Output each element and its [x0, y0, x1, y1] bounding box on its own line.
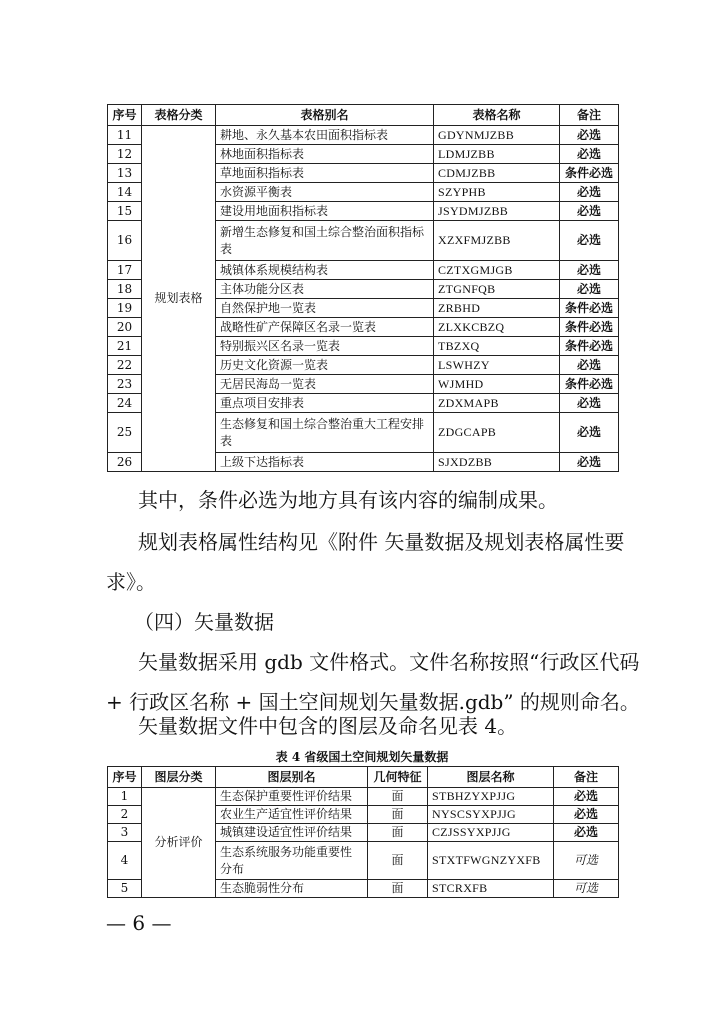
cell-name: GDYNMJZBB	[434, 126, 560, 145]
cell-no: 15	[108, 202, 142, 221]
cell-alias: 建设用地面积指标表	[216, 202, 434, 221]
cell-note: 条件必选	[560, 164, 619, 183]
cell-alias: 林地面积指标表	[216, 145, 434, 164]
cell-alias: 农业生产适宜性评价结果	[216, 806, 368, 824]
cell-no: 2	[108, 806, 142, 824]
cell-alias: 生态系统服务功能重要性分布	[216, 842, 368, 880]
cell-no: 14	[108, 183, 142, 202]
cell-name: LDMJZBB	[434, 145, 560, 164]
cell-alias: 无居民海岛一览表	[216, 375, 434, 394]
paragraph-gdb-line1: 矢量数据采用 gdb 文件格式。文件名称按照“行政区代码	[138, 650, 640, 674]
cell-no: 13	[108, 164, 142, 183]
cell-alias: 历史文化资源一览表	[216, 356, 434, 375]
cell-note: 必选	[560, 413, 619, 453]
cell-no: 11	[108, 126, 142, 145]
paragraph-conditional-note: 其中，条件必选为地方具有该内容的编制成果。	[138, 488, 558, 512]
cell-no: 18	[108, 280, 142, 299]
cell-name: WJMHD	[434, 375, 560, 394]
cell-alias: 新增生态修复和国土综合整治面积指标表	[216, 221, 434, 261]
cell-geometry: 面	[368, 824, 428, 842]
cell-name: SJXDZBB	[434, 453, 560, 472]
cell-no: 19	[108, 299, 142, 318]
cell-note: 必选	[560, 261, 619, 280]
cell-geometry: 面	[368, 806, 428, 824]
cell-name: STBHZYXPJJG	[428, 788, 554, 806]
cell-note: 必选	[560, 183, 619, 202]
cell-note: 必选	[560, 145, 619, 164]
cell-note: 条件必选	[560, 318, 619, 337]
cell-alias: 特别振兴区名录一览表	[216, 337, 434, 356]
cell-no: 12	[108, 145, 142, 164]
cell-note: 必选	[560, 453, 619, 472]
cell-no: 3	[108, 824, 142, 842]
cell-no: 23	[108, 375, 142, 394]
cell-alias: 生态修复和国土综合整治重大工程安排表	[216, 413, 434, 453]
paragraph-layers-ref: 矢量数据文件中包含的图层及命名见表 4。	[138, 714, 518, 738]
cell-no: 4	[108, 842, 142, 880]
paragraph-attribute-ref-line1: 规划表格属性结构见《附件 矢量数据及规划表格属性要	[138, 530, 625, 554]
header-category: 表格分类	[142, 105, 216, 126]
cell-name: CZJSSYXPJJG	[428, 824, 554, 842]
cell-alias: 战略性矿产保障区名录一览表	[216, 318, 434, 337]
cell-no: 1	[108, 788, 142, 806]
cell-name: ZLXKCBZQ	[434, 318, 560, 337]
cell-no: 24	[108, 394, 142, 413]
cell-alias: 重点项目安排表	[216, 394, 434, 413]
cell-alias: 生态脆弱性分布	[216, 880, 368, 898]
section-heading-vector-data: （四）矢量数据	[134, 610, 274, 634]
header-alias: 表格别名	[216, 105, 434, 126]
cell-note: 必选	[554, 788, 619, 806]
cell-note: 必选	[560, 280, 619, 299]
cell-note: 可选	[554, 880, 619, 898]
cell-name: JSYDMJZBB	[434, 202, 560, 221]
cell-alias: 主体功能分区表	[216, 280, 434, 299]
cell-no: 5	[108, 880, 142, 898]
cell-note: 条件必选	[560, 375, 619, 394]
cell-geometry: 面	[368, 880, 428, 898]
cell-category: 分析评价	[142, 788, 216, 898]
cell-name: NYSCSYXPJJG	[428, 806, 554, 824]
cell-name: ZTGNFQB	[434, 280, 560, 299]
cell-note: 必选	[554, 806, 619, 824]
header-geometry: 几何特征	[368, 767, 428, 788]
cell-note: 可选	[554, 842, 619, 880]
cell-category: 规划表格	[142, 126, 216, 472]
paragraph-attribute-ref-line2: 求》。	[106, 570, 156, 594]
cell-name: CDMJZBB	[434, 164, 560, 183]
header-layer-category: 图层分类	[142, 767, 216, 788]
vector-data-table	[107, 766, 619, 898]
cell-name: LSWHZY	[434, 356, 560, 375]
header-no: 序号	[108, 767, 142, 788]
cell-alias: 城镇建设适宜性评价结果	[216, 824, 368, 842]
cell-note: 条件必选	[560, 337, 619, 356]
cell-alias: 草地面积指标表	[216, 164, 434, 183]
cell-no: 21	[108, 337, 142, 356]
cell-no: 17	[108, 261, 142, 280]
header-layer-alias: 图层别名	[216, 767, 368, 788]
cell-note: 必选	[560, 126, 619, 145]
cell-alias: 耕地、永久基本农田面积指标表	[216, 126, 434, 145]
cell-note: 必选	[560, 394, 619, 413]
cell-name: SZYPHB	[434, 183, 560, 202]
header-no: 序号	[108, 105, 142, 126]
paragraph-gdb-line2: + 行政区名称 + 国土空间规划矢量数据.gdb” 的规则命名。	[106, 690, 640, 714]
cell-no: 20	[108, 318, 142, 337]
cell-name: ZDGCAPB	[434, 413, 560, 453]
cell-geometry: 面	[368, 842, 428, 880]
cell-name: STCRXFB	[428, 880, 554, 898]
table-row	[108, 788, 619, 806]
cell-note: 必选	[560, 356, 619, 375]
cell-alias: 上级下达指标表	[216, 453, 434, 472]
cell-name: TBZXQ	[434, 337, 560, 356]
cell-no: 25	[108, 413, 142, 453]
cell-alias: 水资源平衡表	[216, 183, 434, 202]
cell-note: 必选	[560, 202, 619, 221]
page-number: — 6 —	[106, 911, 172, 935]
cell-note: 必选	[554, 824, 619, 842]
cell-geometry: 面	[368, 788, 428, 806]
table-row	[108, 126, 619, 145]
cell-name: STXTFWGNZYXFB	[428, 842, 554, 880]
table4-caption: 表 4 省级国土空间规划矢量数据	[275, 750, 449, 764]
header-name: 表格名称	[434, 105, 560, 126]
cell-alias: 生态保护重要性评价结果	[216, 788, 368, 806]
table-header-row	[108, 105, 619, 126]
cell-name: XZXFMJZBB	[434, 221, 560, 261]
cell-note: 必选	[560, 221, 619, 261]
table-header-row	[108, 767, 619, 788]
cell-alias: 城镇体系规模结构表	[216, 261, 434, 280]
header-note: 备注	[560, 105, 619, 126]
cell-alias: 自然保护地一览表	[216, 299, 434, 318]
cell-no: 22	[108, 356, 142, 375]
header-note: 备注	[554, 767, 619, 788]
cell-name: ZDXMAPB	[434, 394, 560, 413]
cell-no: 16	[108, 221, 142, 261]
cell-no: 26	[108, 453, 142, 472]
cell-name: ZRBHD	[434, 299, 560, 318]
planning-tables-table	[107, 104, 619, 472]
cell-name: CZTXGMJGB	[434, 261, 560, 280]
cell-note: 条件必选	[560, 299, 619, 318]
header-layer-name: 图层名称	[428, 767, 554, 788]
